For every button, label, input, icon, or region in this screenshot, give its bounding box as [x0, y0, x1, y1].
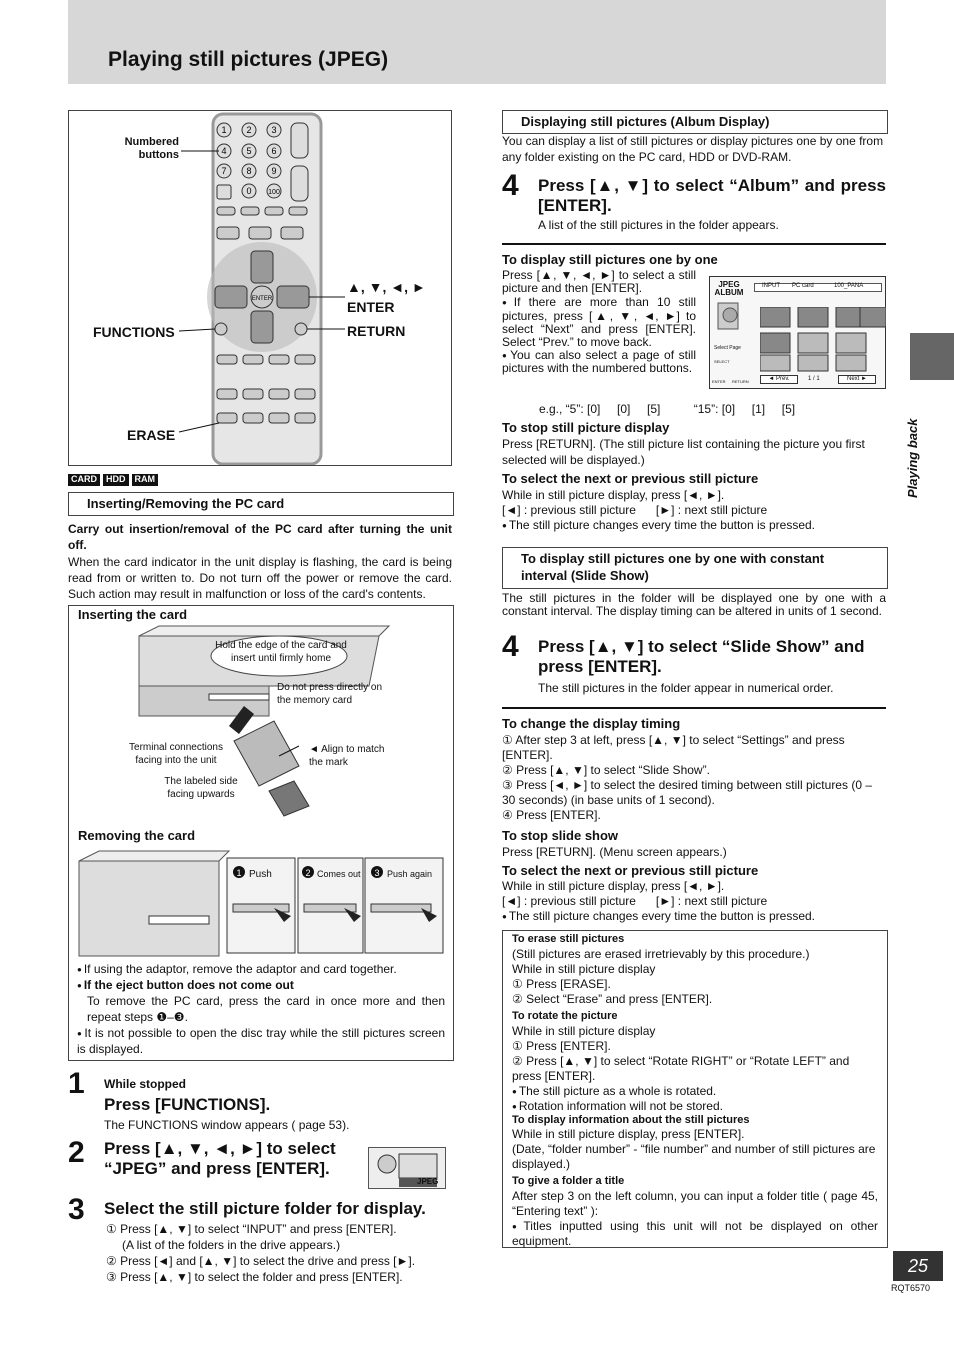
screen-folder: 100_PANA [834, 283, 864, 289]
stop-display-title: To stop still picture display [502, 420, 670, 435]
one-by-one-bullet-2: ● You can also select a page of still pictures with the numbered buttons. [502, 349, 696, 375]
rotate-title: To rotate the picture [512, 1009, 618, 1022]
screen-return: RETURN [732, 379, 749, 384]
jpeg-icon-label: JPEG [417, 1177, 439, 1186]
svg-text:2: 2 [246, 125, 252, 135]
tag-card: CARD [68, 474, 100, 486]
album-intro: You can display a list of still pictures or display pictures one by one from any folder existing on the PC card, HDD or DVD-RAM. [502, 134, 884, 164]
tips-box [502, 930, 888, 1248]
step-1-pre: While stopped [104, 1077, 186, 1091]
slideshow-step-title: Press [▲, ▼] to select “Slide Show” and press [ENTER]. [538, 637, 865, 677]
step-3-item-3: ③ Press [▲, ▼] to select the folder and press [ENTER]. [106, 1269, 403, 1284]
divider [502, 707, 886, 709]
svg-text:100: 100 [268, 189, 280, 196]
remote-figure [68, 110, 452, 466]
erase-item-1: ① Press [ERASE]. [512, 976, 611, 991]
album-next-title: To select the next or previous still picture [502, 471, 759, 486]
svg-text:0: 0 [246, 186, 252, 196]
step-1-title: Press [FUNCTIONS]. [104, 1095, 271, 1114]
svg-text:9: 9 [271, 166, 277, 176]
tag-ram: RAM [132, 474, 159, 486]
one-by-one-title: To display still pictures one by one [502, 252, 718, 267]
step-2-title: Press [▲, ▼, ◄, ►] to select “JPEG” and press [ENTER]. [104, 1139, 336, 1179]
timing-items [502, 733, 886, 823]
enter-button-label: ENTER [251, 296, 273, 302]
erase-while: While in still picture display [512, 961, 656, 976]
svg-text:1: 1 [221, 125, 227, 135]
callout-labeled: The labeled side facing upwards [164, 776, 238, 800]
svg-text:6: 6 [271, 146, 277, 156]
card-figure-box [68, 605, 454, 1061]
pc-card-intro [68, 522, 452, 603]
page-number: 25 [893, 1251, 943, 1281]
svg-text:2: 2 [305, 868, 311, 878]
screen-enter: ENTER [712, 379, 726, 384]
svg-text:8: 8 [246, 166, 252, 176]
step-3-item-2: ② Press [◄] and [▲, ▼] to select the drive and press [►]. [106, 1253, 416, 1268]
step-3-number: 3 [68, 1193, 85, 1226]
one-by-one-text [502, 269, 696, 376]
svg-text:5: 5 [246, 146, 252, 156]
album-title: Displaying still pictures (Album Display) [521, 114, 770, 129]
remove-step-2: Comes out [317, 869, 361, 879]
folder-title: To give a folder a title [512, 1175, 625, 1188]
tag-hdd: HDD [103, 474, 129, 486]
removing-title: Removing the card [78, 828, 196, 843]
step-3-item-1: ① Press [▲, ▼] to select “INPUT” and press [ENTER]. [106, 1222, 397, 1236]
stop-slideshow-title: To stop slide show [502, 828, 619, 843]
step-1-number: 1 [68, 1067, 85, 1100]
svg-text:4: 4 [221, 146, 227, 156]
step-3-item-1-note: (A list of the folders in the drive appears.) [122, 1237, 341, 1252]
screen-input: INPUT [762, 283, 780, 289]
svg-text:3: 3 [271, 125, 277, 135]
callout-donot: Do not press directly on the memory card [277, 682, 383, 706]
album-next-text-2: [◄] : previous still picture [►] : next still picture [502, 503, 768, 517]
one-by-one-text-main: Press [▲, ▼, ◄, ►] to select a still picture and then [ENTER]. [502, 268, 696, 296]
screen-select-page: Select Page [714, 345, 741, 351]
slideshow-next-title: To select the next or previous still picture [502, 863, 759, 878]
pc-card-note: When the card indicator in the unit display is flashing, the card is being read from or written to. Do not turn off the power or remove the card. Such action may result in malfunction or loss of the card's contents. [68, 555, 452, 602]
timing-title: To change the display timing [502, 716, 681, 731]
one-by-one-bullet-1: ● If there are more than 10 still pictures, press [▲, ▼, ◄, ►] to select “Next” and press [ENTER]. Select “Prev.” to move back. [502, 296, 696, 349]
rotate-bullet-1: ● The still picture as a whole is rotated. [512, 1084, 878, 1099]
album-step-title: Press [▲, ▼] to select “Album” and press [ENTER]. [538, 176, 886, 216]
screen-page: 1 / 1 [808, 376, 820, 382]
timing-item-4: ④ Press [ENTER]. [502, 808, 601, 822]
info-text-1: While in still picture display, press [ENTER]. [512, 1127, 745, 1142]
numbered-buttons-label: Numbered buttons [124, 136, 179, 162]
thumbnail-grid [760, 307, 886, 373]
divider [502, 243, 886, 245]
card-note-2: ● If the eject button does not come out [77, 978, 445, 994]
page-header [68, 0, 886, 84]
folder-bullet: ● Titles inputted using this unit will not be displayed on other equipment. [512, 1219, 878, 1249]
card-notes [77, 962, 445, 1058]
album-next-text [502, 488, 886, 533]
stop-slideshow-text: Press [RETURN]. (Menu screen appears.) [502, 845, 727, 859]
album-step-text: A list of the still pictures in the folder appears. [538, 218, 779, 232]
slideshow-step-text: The still pictures in the folder appear in numerical order. [538, 681, 834, 695]
slideshow-title: To display still pictures one by one with constant interval (Slide Show) [521, 551, 825, 583]
return-label: RETURN [347, 323, 406, 339]
rotate-item-2: ② Press [▲, ▼] to select “Rotate RIGHT” or “Rotate LEFT” and press [ENTER]. [512, 1053, 850, 1083]
pc-card-title: Inserting/Removing the PC card [87, 496, 285, 511]
screen-next-button: Next ► [838, 375, 876, 384]
card-note-2-text: To remove the PC card, press the card in once more and then repeat steps ❶–❸. [87, 993, 445, 1024]
screen-drive: PC card [792, 283, 814, 289]
step-3-title: Select the still picture folder for display. [104, 1199, 426, 1218]
callout-terminal: Terminal connections facing into the unit [129, 742, 223, 766]
erase-title: To erase still pictures [512, 933, 625, 945]
slideshow-next-text [502, 879, 886, 924]
slideshow-intro: The still pictures in the folder will be displayed one by one with a constant interval. The display timing can be altered in units of 1 second. [502, 591, 886, 619]
slideshow-next-bullet: ● The still picture changes every time the button is pressed. [502, 909, 886, 924]
album-screen [709, 276, 886, 389]
slideshow-next-text-2: [◄] : previous still picture [►] : next still picture [502, 894, 768, 908]
enter-label: ENTER [347, 299, 395, 315]
album-next-bullet: ● The still picture changes every time the button is pressed. [502, 518, 886, 533]
media-tags [68, 471, 161, 487]
remove-step-1: Push [249, 869, 272, 880]
card-note-3: ● It is not possible to open the disc tray while the still pictures screen is displayed. [77, 1026, 445, 1058]
inserting-title: Inserting the card [78, 607, 188, 622]
card-note-1: ● If using the adaptor, remove the adaptor and card together. [77, 962, 445, 978]
erase-label: ERASE [127, 427, 176, 443]
slideshow-next-text-1: While in still picture display, press [◄, ►]. [502, 879, 725, 893]
svg-text:3: 3 [374, 868, 380, 878]
svg-text:7: 7 [221, 166, 227, 176]
remove-step-3: Push again [387, 869, 433, 879]
album-title-box [502, 110, 888, 134]
page-title: Playing still pictures (JPEG) [108, 48, 389, 71]
erase-item-2: ② Select “Erase” and press [ENTER]. [512, 991, 713, 1006]
step-3-items [106, 1222, 456, 1286]
step-2-number: 2 [68, 1136, 85, 1169]
info-text-2: (Date, “folder number” - “file number” and number of still pictures are displayed.) [512, 1142, 876, 1172]
screen-mode: JPEG ALBUM [714, 280, 744, 297]
timing-item-3: ③ Press [◄, ►] to select the desired timing between still pictures (0 – 30 seconds) (in base units of 1 second). [502, 778, 872, 807]
pc-card-warning: Carry out insertion/removal of the PC card after turning the unit off. [68, 522, 452, 552]
rotate-bullet-2: ● Rotation information will not be stored. [512, 1099, 878, 1114]
svg-text:1: 1 [236, 868, 242, 878]
album-next-text-1: While in still picture display, press [◄, ►]. [502, 488, 725, 502]
step-1-text: The FUNCTIONS window appears ( page 53). [104, 1118, 350, 1132]
callout-hold: Hold the edge of the card and insert until firmly home [215, 640, 347, 664]
pc-card-title-box [68, 492, 454, 516]
rotate-while: While in still picture display [512, 1023, 656, 1038]
erase-note: (Still pictures are erased irretrievably by this procedure.) [512, 946, 810, 961]
timing-item-1: ① After step 3 at left, press [▲, ▼] to select “Settings” and press [ENTER]. [502, 733, 845, 762]
timing-item-2: ② Press [▲, ▼] to select “Slide Show”. [502, 763, 710, 777]
functions-label: FUNCTIONS [93, 324, 175, 340]
folder-text: After step 3 on the left column, you can input a folder title ( page 45, “Entering text” ): [512, 1189, 878, 1218]
arrows-label: ▲, ▼, ◄, ► [347, 279, 426, 295]
section-tab [910, 333, 954, 380]
slideshow-step-number: 4 [502, 630, 519, 663]
jpeg-icon [368, 1147, 446, 1189]
screen-select: SELECT [714, 359, 730, 364]
info-title: To display information about the still pictures [512, 1113, 750, 1126]
side-label: Playing back [905, 418, 920, 498]
stop-display-text: Press [RETURN]. (The still picture list containing the picture you first selected will be displayed.) [502, 437, 865, 467]
example-text: e.g., “5”: [0] [0] [5] “15”: [0] [1] [5] [539, 402, 796, 416]
slideshow-title-box [502, 547, 888, 589]
callout-align: ◄ Align to match the mark [309, 744, 385, 768]
album-step-number: 4 [502, 169, 519, 202]
document-id: RQT6570 [891, 1283, 931, 1293]
screen-prev-button: ◄ Prev. [760, 375, 798, 384]
rotate-item-1: ① Press [ENTER]. [512, 1038, 611, 1053]
